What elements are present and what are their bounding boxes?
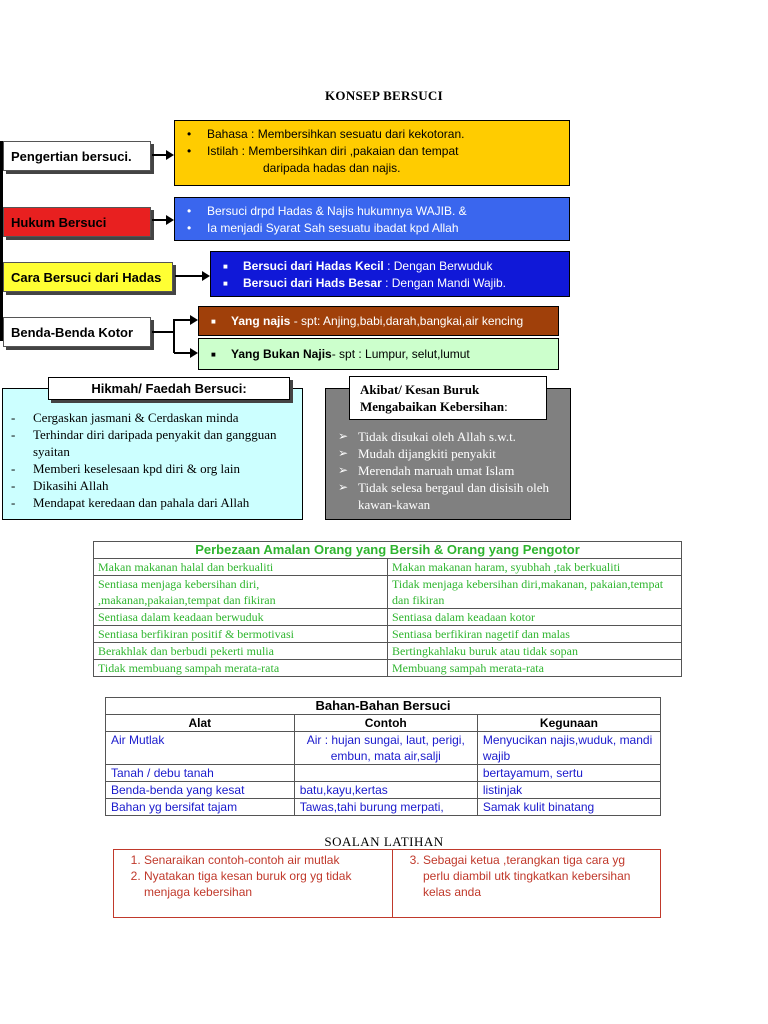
najis-item [207,313,550,330]
bahan-kegunaan-cell: Samak kulit binatang [477,799,660,816]
arrow-cara [175,275,208,277]
pengertian-box [174,120,570,186]
akibat-title-text: Akibat/ Kesan Buruk Mengabaikan Kebersihan [360,382,505,414]
cara-label: Cara Bersuci dari Hadas [3,262,173,292]
cara-item [219,275,561,292]
hukum-label: Hukum Bersuci [3,207,151,237]
perbezaan-bersih-cell: Makan makanan halal dan berkualiti [94,559,388,576]
bahan-alat-cell: Benda-benda yang kesat [106,782,295,799]
bukan-najis-item [207,346,550,363]
perbezaan-pengotor-cell: Sentiasa berfikiran nagetif dan malas [388,626,682,643]
bukan-najis-box [198,338,559,370]
bahan-alat-cell: Bahan yg bersifat tajam [106,799,295,816]
bahan-kegunaan-cell: bertayamum, sertu [477,765,660,782]
bahan-header: Contoh [294,715,477,732]
perbezaan-pengotor-cell: Membuang sampah merata-rata [388,660,682,677]
table-row [94,576,682,609]
hukum-item: • Ia menjadi Syarat Sah sesuatu ibadat kpd Allah [183,220,561,237]
arrow-bukan-najis [174,352,196,354]
table-row [94,559,682,576]
bahan-header: Alat [106,715,295,732]
bahan-alat-cell: Tanah / debu tanah [106,765,295,782]
bahan-title: Bahan-Bahan Bersuci [106,698,661,715]
soalan-item: 2. Nyatakan tiga kesan buruk org yg tidak menjaga kebersihan [144,868,384,900]
perbezaan-bersih-cell: Berakhlak dan berbudi pekerti mulia [94,643,388,660]
akibat-title-suffix: : [504,399,508,414]
table-row [106,799,661,816]
arrow-najis [174,319,196,321]
table-row [106,782,661,799]
bukan-najis-rest: - spt : Lumpur, selut,lumut [331,347,470,361]
pengertian-continuation: daripada hadas dan najis. [263,161,401,175]
akibat-item: ➢ Tidak disukai oleh Allah s.w.t. [336,428,570,445]
table-row [94,609,682,626]
benda-connector [152,331,174,333]
perbezaan-pengotor-cell: Makan makanan haram, syubhah ,tak berkualiti [388,559,682,576]
perbezaan-title: Perbezaan Amalan Orang yang Bersih & Orang yang Pengotor [94,542,682,559]
table-row [94,643,682,660]
hukum-box [174,197,570,241]
perbezaan-pengotor-cell: Sentiasa dalam keadaan kotor [388,609,682,626]
hukum-item: • Bersuci drpd Hadas & Najis hukumnya WAJIB. & [183,203,561,220]
bahan-contoh-cell: Tawas,tahi burung merpati, [294,799,477,816]
bahan-kegunaan-cell: listinjak [477,782,660,799]
perbezaan-pengotor-cell: Tidak menjaga kebersihan diri,makanan, pakaian,tempat dan fikiran [388,576,682,609]
arrow-hukum [152,219,172,221]
cara-box [210,251,570,297]
hikmah-item: - Dikasihi Allah [9,477,302,494]
table-row [94,626,682,643]
pengertian-item: • Bahasa : Membersihkan sesuatu dari kekotoran. [183,126,561,143]
table-row [106,732,661,765]
perbezaan-bersih-cell: Sentiasa berfikiran positif & bermotivasi [94,626,388,643]
najis-bold: Yang najis [231,314,291,328]
cara-item-rest: : Dengan Mandi Wajib. [381,276,507,290]
bahan-contoh-cell: Air : hujan sungai, laut, perigi, embun, mata air,salji [294,732,477,765]
bahan-table [105,697,661,816]
soalan-title: SOALAN LATIHAN [324,834,444,849]
akibat-item: ➢ Mudah dijangkiti penyakit [336,445,570,462]
najis-box [198,306,559,336]
benda-split [173,319,175,353]
pengertian-item: • Istilah : Membersihkan diri ,pakaian dan tempat [183,143,561,160]
table-row [106,765,661,782]
hikmah-box [2,388,303,520]
benda-label: Benda-Benda Kotor [3,317,151,347]
hikmah-item: - Memberi keselesaan kpd diri & org lain [9,460,302,477]
bukan-najis-bold: Yang Bukan Najis [231,347,332,361]
bahan-kegunaan-cell: Menyucikan najis,wuduk, mandi wajib [477,732,660,765]
bahan-contoh-cell: batu,kayu,kertas [294,782,477,799]
soalan-left-cell [114,850,393,918]
soalan-item: 1. Senaraikan contoh-contoh air mutlak [144,852,384,868]
soalan-item: 3. Sebagai ketua ,terangkan tiga cara yg perlu diambil utk tingkatkan kebersihan kelas anda [423,852,652,900]
cara-item [219,258,561,275]
perbezaan-pengotor-cell: Bertingkahlaku buruk atau tidak sopan [388,643,682,660]
hikmah-item: - Mendapat keredaan dan pahala dari Allah [9,494,302,511]
hikmah-item: - Terhindar diri daripada penyakit dan gangguan syaitan [9,426,302,460]
perbezaan-bersih-cell: Sentiasa menjaga kebersihan diri, ,makanan,pakaian,tempat dan fikiran [94,576,388,609]
hikmah-item: - Cergaskan jasmani & Cerdaskan minda [9,409,302,426]
akibat-title [349,376,547,420]
bahan-contoh-cell [294,765,477,782]
page-title: KONSEP BERSUCI [325,88,443,103]
bahan-header: Kegunaan [477,715,660,732]
najis-rest: - spt: Anjing,babi,darah,bangkai,air kencing [290,314,524,328]
hikmah-title: Hikmah/ Faedah Bersuci: [48,377,290,400]
table-row [94,660,682,677]
cara-item-bold: Bersuci dari Hadas Kecil [243,259,384,273]
connector-line [0,141,3,341]
soalan-right-list [401,852,652,900]
cara-item-bold: Bersuci dari Hads Besar [243,276,382,290]
pengertian-label: Pengertian bersuci. [3,141,151,171]
perbezaan-bersih-cell: Tidak membuang sampah merata-rata [94,660,388,677]
bahan-alat-cell: Air Mutlak [106,732,295,765]
soalan-right-cell [392,850,660,918]
arrow-pengertian [152,154,172,156]
cara-item-rest: : Dengan Berwuduk [383,259,493,273]
akibat-item: ➢ Tidak selesa bergaul dan disisih oleh kawan-kawan [336,479,570,513]
akibat-item: ➢ Merendah maruah umat Islam [336,462,570,479]
perbezaan-bersih-cell: Sentiasa dalam keadaan berwuduk [94,609,388,626]
soalan-table [113,849,661,918]
perbezaan-table [93,541,682,677]
